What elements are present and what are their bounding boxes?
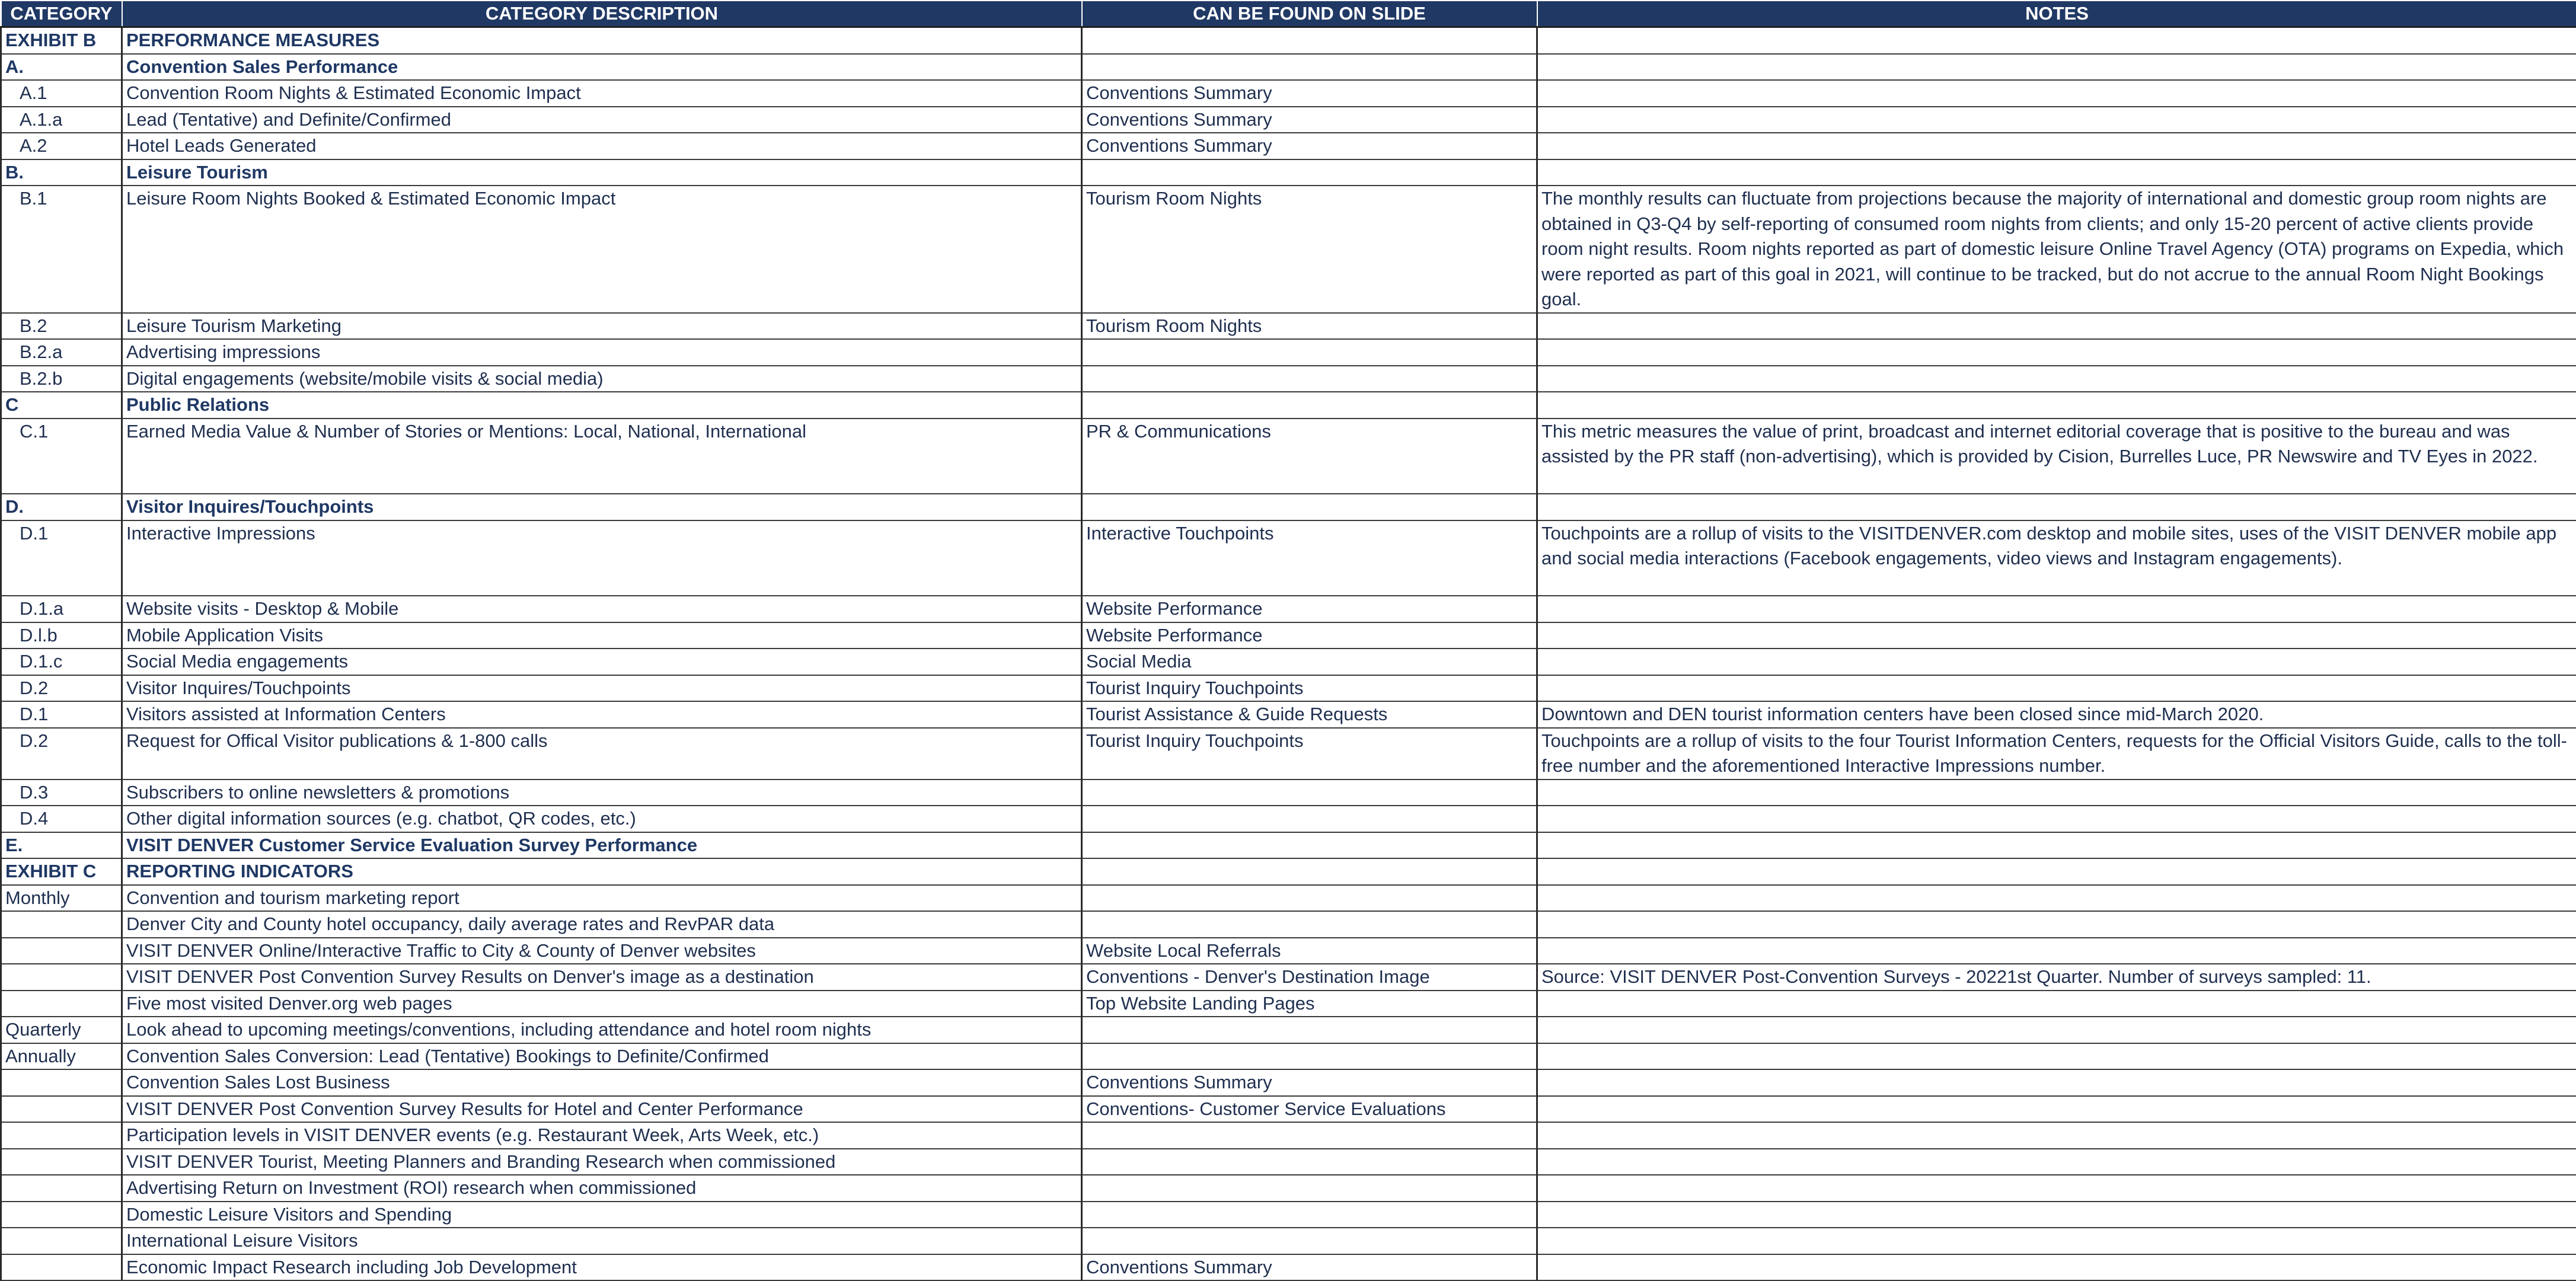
category-cell[interactable]: A.1 — [1, 80, 122, 107]
slide-cell[interactable]: Conventions Summary — [1082, 1069, 1537, 1096]
notes-cell[interactable] — [1537, 938, 2576, 964]
notes-cell[interactable] — [1537, 675, 2576, 702]
description-cell[interactable]: Leisure Tourism Marketing — [122, 313, 1082, 340]
notes-cell[interactable] — [1537, 1096, 2576, 1123]
notes-cell[interactable]: The monthly results can fluctuate from projections because the majority of international and domestic group room nights are obtained in Q3-Q4 by self-reporting of consumed room nights from clients; and only 15-20 percent of active clients provide room night results. Room nights reported as part of domestic leisure Online Travel Agency (OTA) programs on Expedia, which were reported as part of this goal in 2021, will continue to be tracked, but do not accrue to the annual Room Night Bookings goal. — [1537, 186, 2576, 313]
category-cell[interactable] — [1, 1149, 122, 1175]
notes-cell[interactable] — [1537, 133, 2576, 159]
notes-cell[interactable] — [1537, 339, 2576, 366]
notes-cell[interactable] — [1537, 622, 2576, 649]
notes-cell[interactable]: Downtown and DEN tourist information centers have been closed since mid-March 2020. — [1537, 701, 2576, 728]
header-notes[interactable]: NOTES — [1537, 1, 2576, 27]
description-cell[interactable]: Other digital information sources (e.g. chatbot, QR codes, etc.) — [122, 806, 1082, 832]
slide-cell[interactable]: Social Media — [1082, 649, 1537, 675]
slide-cell[interactable] — [1082, 1122, 1537, 1149]
description-cell[interactable]: Earned Media Value & Number of Stories or Mentions: Local, National, International — [122, 419, 1082, 494]
notes-cell[interactable] — [1537, 885, 2576, 912]
slide-cell[interactable] — [1082, 27, 1537, 54]
table-row — [1, 964, 2576, 991]
description-cell[interactable]: Look ahead to upcoming meetings/conventions, including attendance and hotel room nights — [122, 1017, 1082, 1043]
description-cell[interactable]: Request for Offical Visitor publications & 1-800 calls — [122, 728, 1082, 780]
table-row — [1, 107, 2576, 133]
notes-cell[interactable] — [1537, 596, 2576, 622]
notes-cell[interactable] — [1537, 1254, 2576, 1281]
notes-cell[interactable]: Source: VISIT DENVER Post-Convention Surveys - 20221st Quarter. Number of surveys sampled: 11. — [1537, 964, 2576, 991]
category-cell[interactable]: Monthly — [1, 885, 122, 912]
category-cell[interactable] — [1, 1096, 122, 1123]
category-cell[interactable]: D.2 — [1, 675, 122, 702]
description-cell[interactable]: Participation levels in VISIT DENVER events (e.g. Restaurant Week, Arts Week, etc.) — [122, 1122, 1082, 1149]
slide-cell[interactable]: Website Local Referrals — [1082, 938, 1537, 964]
notes-cell[interactable] — [1537, 1175, 2576, 1202]
category-cell[interactable]: B.1 — [1, 186, 122, 313]
slide-cell[interactable] — [1082, 885, 1537, 912]
slide-cell[interactable] — [1082, 1043, 1537, 1070]
description-cell[interactable]: Public Relations — [122, 392, 1082, 419]
table-row — [1, 1043, 2576, 1070]
category-cell[interactable]: B.2.a — [1, 339, 122, 366]
notes-cell[interactable] — [1537, 991, 2576, 1017]
category-cell[interactable] — [1, 1122, 122, 1149]
slide-cell[interactable] — [1082, 494, 1537, 520]
table-row — [1, 675, 2576, 702]
table-row — [1, 1254, 2576, 1281]
description-cell[interactable]: Hotel Leads Generated — [122, 133, 1082, 159]
notes-cell[interactable] — [1537, 1149, 2576, 1175]
slide-cell[interactable]: Interactive Touchpoints — [1082, 520, 1537, 596]
category-cell[interactable]: D.4 — [1, 806, 122, 832]
notes-cell[interactable] — [1537, 392, 2576, 419]
table-row — [1, 520, 2576, 596]
category-cell[interactable]: A.2 — [1, 133, 122, 159]
description-cell[interactable]: Visitor Inquires/Touchpoints — [122, 494, 1082, 520]
description-cell[interactable]: VISIT DENVER Customer Service Evaluation Survey Performance — [122, 832, 1082, 859]
notes-cell[interactable] — [1537, 366, 2576, 392]
header-row — [1, 1, 2576, 27]
category-cell[interactable]: EXHIBIT B — [1, 27, 122, 54]
table-row — [1, 1017, 2576, 1043]
slide-cell[interactable] — [1082, 1175, 1537, 1202]
description-cell[interactable]: Social Media engagements — [122, 649, 1082, 675]
slide-cell[interactable] — [1082, 159, 1537, 186]
description-cell[interactable]: Digital engagements (website/mobile visits & social media) — [122, 366, 1082, 392]
table-row — [1, 494, 2576, 520]
table-row — [1, 1096, 2576, 1123]
category-cell[interactable]: D.1.a — [1, 596, 122, 622]
table-row — [1, 1149, 2576, 1175]
slide-cell[interactable] — [1082, 911, 1537, 938]
slide-cell[interactable]: Tourist Inquiry Touchpoints — [1082, 728, 1537, 780]
category-cell[interactable] — [1, 964, 122, 991]
notes-cell[interactable] — [1537, 780, 2576, 806]
table-row — [1, 392, 2576, 419]
category-cell[interactable] — [1, 1254, 122, 1281]
description-cell[interactable]: Economic Impact Research including Job Development — [122, 1254, 1082, 1281]
category-cell[interactable]: D.1 — [1, 520, 122, 596]
notes-cell[interactable] — [1537, 649, 2576, 675]
table-row — [1, 649, 2576, 675]
description-cell[interactable]: Mobile Application Visits — [122, 622, 1082, 649]
category-cell[interactable]: D.1 — [1, 701, 122, 728]
notes-cell[interactable] — [1537, 858, 2576, 885]
description-cell[interactable]: Visitor Inquires/Touchpoints — [122, 675, 1082, 702]
table-row — [1, 911, 2576, 938]
notes-cell[interactable] — [1537, 1122, 2576, 1149]
slide-cell[interactable]: Conventions Summary — [1082, 1254, 1537, 1281]
slide-cell[interactable] — [1082, 1149, 1537, 1175]
description-cell[interactable]: Visitors assisted at Information Centers — [122, 701, 1082, 728]
slide-cell[interactable]: Top Website Landing Pages — [1082, 991, 1537, 1017]
table-row — [1, 885, 2576, 912]
table-row — [1, 186, 2576, 313]
description-cell[interactable]: Convention Room Nights & Estimated Economic Impact — [122, 80, 1082, 107]
notes-cell[interactable] — [1537, 1043, 2576, 1070]
notes-cell[interactable] — [1537, 494, 2576, 520]
table-row — [1, 728, 2576, 780]
table-row — [1, 806, 2576, 832]
table-row — [1, 1069, 2576, 1096]
notes-cell[interactable]: Touchpoints are a rollup of visits to the VISITDENVER.com desktop and mobile sites, uses of the VISIT DENVER mobile app and social media interactions (Facebook engagements, video views and Instagram engagements). — [1537, 520, 2576, 596]
table-body — [1, 27, 2576, 1281]
notes-cell[interactable] — [1537, 54, 2576, 81]
category-cell[interactable] — [1, 991, 122, 1017]
description-cell[interactable]: International Leisure Visitors — [122, 1228, 1082, 1254]
notes-cell[interactable] — [1537, 27, 2576, 54]
table-row — [1, 1122, 2576, 1149]
description-cell[interactable]: Denver City and County hotel occupancy, daily average rates and RevPAR data — [122, 911, 1082, 938]
category-cell[interactable]: A. — [1, 54, 122, 81]
table-row — [1, 313, 2576, 340]
notes-cell[interactable] — [1537, 80, 2576, 107]
slide-cell[interactable] — [1082, 858, 1537, 885]
slide-cell[interactable] — [1082, 1202, 1537, 1228]
slide-cell[interactable] — [1082, 339, 1537, 366]
category-cell[interactable]: D.3 — [1, 780, 122, 806]
description-cell[interactable]: Convention Sales Conversion: Lead (Tentative) Bookings to Definite/Confirmed — [122, 1043, 1082, 1070]
notes-cell[interactable]: Touchpoints are a rollup of visits to the four Tourist Information Centers, requests for the Official Visitors Guide, calls to the toll-free number and the aforementioned Interactive Impressions number. — [1537, 728, 2576, 780]
notes-cell[interactable] — [1537, 806, 2576, 832]
category-cell[interactable]: C — [1, 392, 122, 419]
table-row — [1, 701, 2576, 728]
table-row — [1, 54, 2576, 81]
table-row — [1, 858, 2576, 885]
slide-cell[interactable]: Tourism Room Nights — [1082, 186, 1537, 313]
category-cell[interactable]: B.2 — [1, 313, 122, 340]
description-cell[interactable]: Leisure Tourism — [122, 159, 1082, 186]
slide-cell[interactable] — [1082, 392, 1537, 419]
description-cell[interactable]: VISIT DENVER Online/Interactive Traffic to City & County of Denver websites — [122, 938, 1082, 964]
description-cell[interactable]: Lead (Tentative) and Definite/Confirmed — [122, 107, 1082, 133]
notes-cell[interactable]: This metric measures the value of print, broadcast and internet editorial coverage that is positive to the bureau and was assisted by the PR staff (non-advertising), which is provided by Cision, Burrelles Luce, PR Newswire and TV Eyes in 2022. — [1537, 419, 2576, 494]
slide-cell[interactable]: Website Performance — [1082, 622, 1537, 649]
notes-cell[interactable] — [1537, 911, 2576, 938]
description-cell[interactable]: VISIT DENVER Post Convention Survey Results on Denver's image as a destination — [122, 964, 1082, 991]
notes-cell[interactable] — [1537, 159, 2576, 186]
table-row — [1, 938, 2576, 964]
notes-cell[interactable] — [1537, 1017, 2576, 1043]
slide-cell[interactable] — [1082, 780, 1537, 806]
header-category-description[interactable]: CATEGORY DESCRIPTION — [122, 1, 1082, 27]
table-row — [1, 832, 2576, 859]
table-row — [1, 159, 2576, 186]
notes-cell[interactable] — [1537, 832, 2576, 859]
header-can-be-found-on-slide[interactable]: CAN BE FOUND ON SLIDE — [1082, 1, 1537, 27]
category-cell[interactable]: Annually — [1, 1043, 122, 1070]
table-row — [1, 1228, 2576, 1254]
table-row — [1, 27, 2576, 54]
table-row — [1, 133, 2576, 159]
description-cell[interactable]: VISIT DENVER Post Convention Survey Results for Hotel and Center Performance — [122, 1096, 1082, 1123]
table-row — [1, 366, 2576, 392]
description-cell[interactable]: Advertising Return on Investment (ROI) research when commissioned — [122, 1175, 1082, 1202]
category-cell[interactable]: E. — [1, 832, 122, 859]
category-cell[interactable] — [1, 1069, 122, 1096]
notes-cell[interactable] — [1537, 1228, 2576, 1254]
table-row — [1, 780, 2576, 806]
description-cell[interactable]: Convention and tourism marketing report — [122, 885, 1082, 912]
slide-cell[interactable]: Conventions - Denver's Destination Image — [1082, 964, 1537, 991]
category-cell[interactable]: A.1.a — [1, 107, 122, 133]
slide-cell[interactable] — [1082, 832, 1537, 859]
table-row — [1, 1202, 2576, 1228]
description-cell[interactable]: PERFORMANCE MEASURES — [122, 27, 1082, 54]
description-cell[interactable]: REPORTING INDICATORS — [122, 858, 1082, 885]
category-cell[interactable]: B. — [1, 159, 122, 186]
notes-cell[interactable] — [1537, 107, 2576, 133]
notes-cell[interactable] — [1537, 313, 2576, 340]
table-row — [1, 596, 2576, 622]
table-row — [1, 622, 2576, 649]
table-row — [1, 419, 2576, 494]
category-cell[interactable] — [1, 1228, 122, 1254]
description-cell[interactable]: Website visits - Desktop & Mobile — [122, 596, 1082, 622]
notes-cell[interactable] — [1537, 1202, 2576, 1228]
category-cell[interactable] — [1, 938, 122, 964]
slide-cell[interactable]: Conventions Summary — [1082, 107, 1537, 133]
category-cell[interactable] — [1, 1175, 122, 1202]
description-cell[interactable]: Convention Sales Performance — [122, 54, 1082, 81]
description-cell[interactable]: Subscribers to online newsletters & promotions — [122, 780, 1082, 806]
category-cell[interactable]: D.1.c — [1, 649, 122, 675]
description-cell[interactable]: Domestic Leisure Visitors and Spending — [122, 1202, 1082, 1228]
slide-cell[interactable]: Tourism Room Nights — [1082, 313, 1537, 340]
category-cell[interactable] — [1, 911, 122, 938]
description-cell[interactable]: Convention Sales Lost Business — [122, 1069, 1082, 1096]
slide-cell[interactable]: Conventions- Customer Service Evaluations — [1082, 1096, 1537, 1123]
category-cell[interactable]: B.2.b — [1, 366, 122, 392]
category-cell[interactable]: D.2 — [1, 728, 122, 780]
description-cell[interactable]: Five most visited Denver.org web pages — [122, 991, 1082, 1017]
slide-cell[interactable] — [1082, 806, 1537, 832]
description-cell[interactable]: Interactive Impressions — [122, 520, 1082, 596]
category-cell[interactable] — [1, 1202, 122, 1228]
table-row — [1, 1175, 2576, 1202]
description-cell[interactable]: VISIT DENVER Tourist, Meeting Planners and Branding Research when commissioned — [122, 1149, 1082, 1175]
description-cell[interactable]: Advertising impressions — [122, 339, 1082, 366]
header-category[interactable]: CATEGORY — [1, 1, 122, 27]
table-row — [1, 339, 2576, 366]
table-row — [1, 80, 2576, 107]
category-cell[interactable]: C.1 — [1, 419, 122, 494]
slide-cell[interactable] — [1082, 54, 1537, 81]
category-cell[interactable]: EXHIBIT C — [1, 858, 122, 885]
slide-cell[interactable]: Tourist Inquiry Touchpoints — [1082, 675, 1537, 702]
table-row — [1, 991, 2576, 1017]
slide-cell[interactable]: PR & Communications — [1082, 419, 1537, 494]
slide-cell[interactable] — [1082, 1228, 1537, 1254]
slide-cell[interactable] — [1082, 1017, 1537, 1043]
category-cell[interactable]: D.l.b — [1, 622, 122, 649]
category-cell[interactable]: D. — [1, 494, 122, 520]
description-cell[interactable]: Leisure Room Nights Booked & Estimated Economic Impact — [122, 186, 1082, 313]
slide-cell[interactable]: Conventions Summary — [1082, 80, 1537, 107]
category-cell[interactable]: Quarterly — [1, 1017, 122, 1043]
slide-cell[interactable]: Website Performance — [1082, 596, 1537, 622]
slide-cell[interactable] — [1082, 366, 1537, 392]
notes-cell[interactable] — [1537, 1069, 2576, 1096]
slide-cell[interactable]: Conventions Summary — [1082, 133, 1537, 159]
slide-cell[interactable]: Tourist Assistance & Guide Requests — [1082, 701, 1537, 728]
